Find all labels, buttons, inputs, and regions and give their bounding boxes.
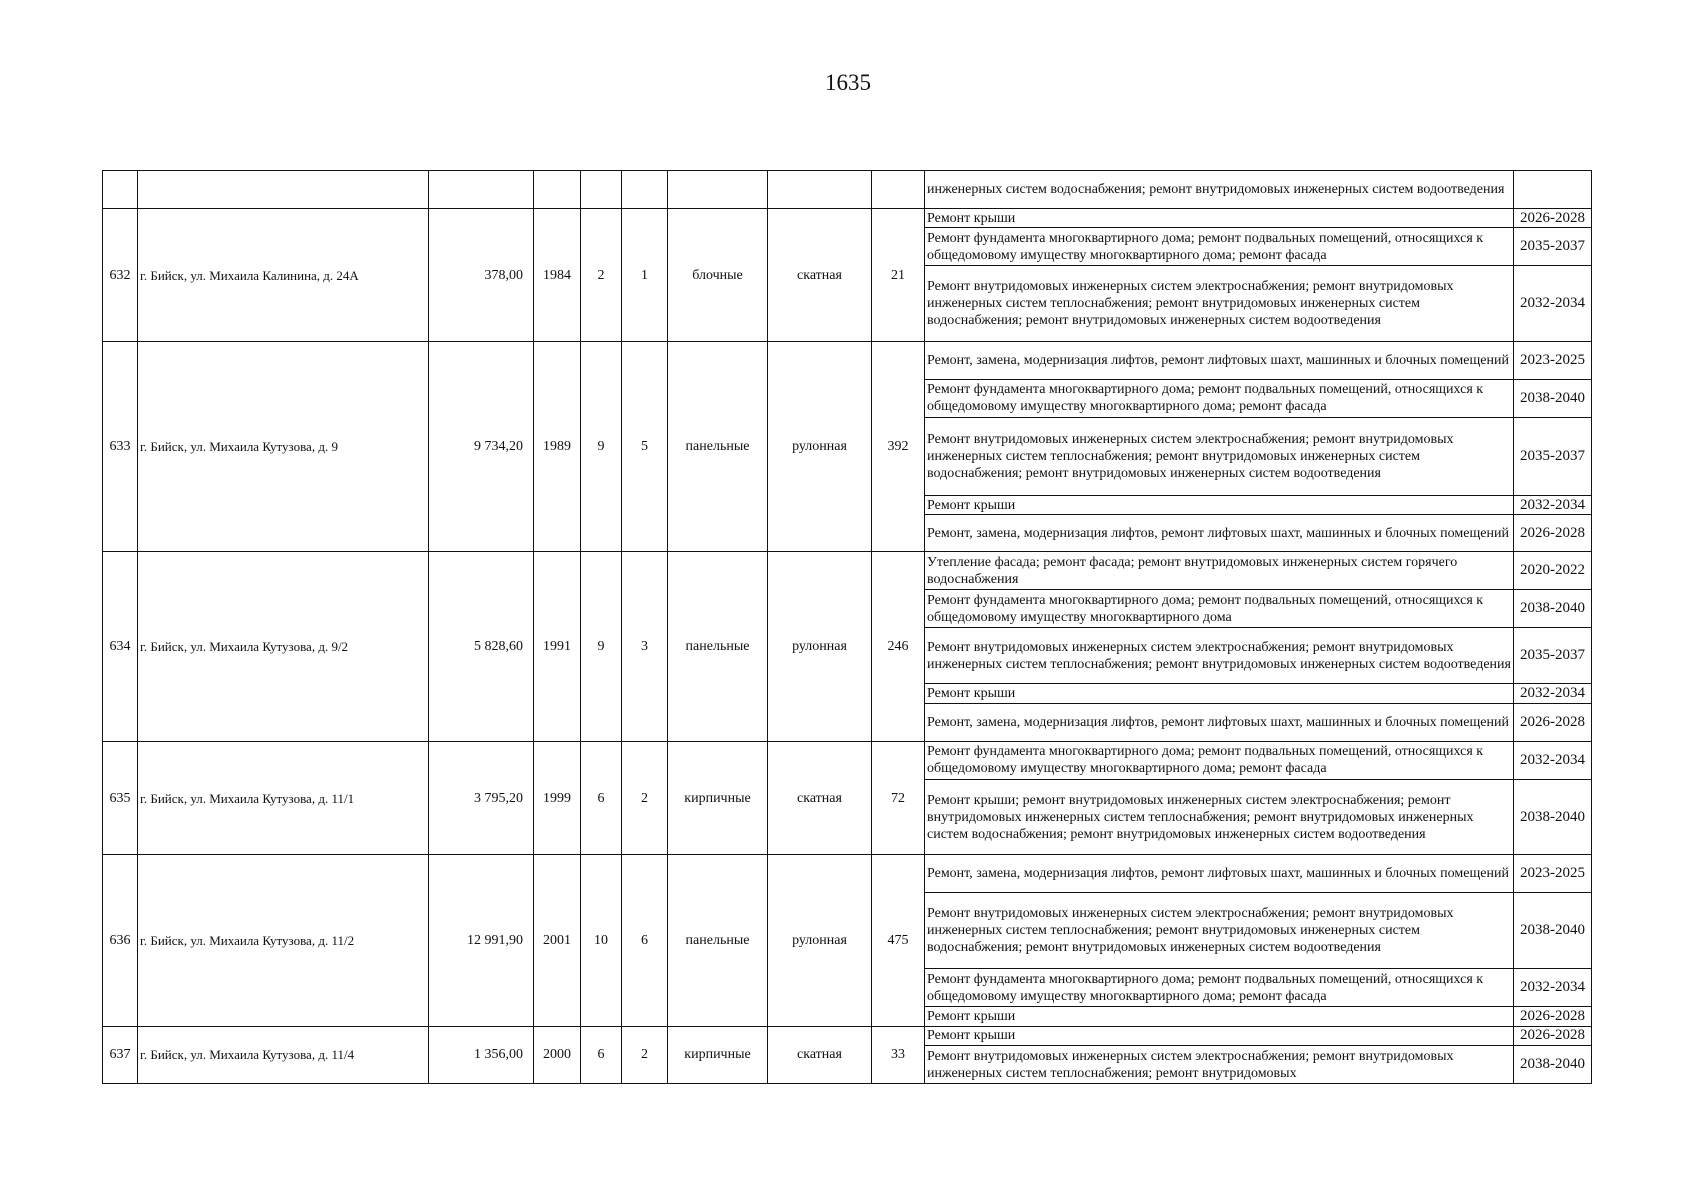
table-row — [103, 741, 1592, 779]
work-period: 2032-2034 — [1514, 266, 1592, 342]
building-address: г. Бийск, ул. Михаила Кутузова, д. 11/1 — [138, 741, 429, 855]
register-body — [103, 171, 1592, 1084]
building-address: г. Бийск, ул. Михаила Кутузова, д. 11/4 — [138, 1026, 429, 1083]
building-entrances: 2 — [622, 741, 668, 855]
work-description: Ремонт внутридомовых инженерных систем электроснабжения; ремонт внутридомовых инженерных систем теплоснабжения; ремонт внутридомовых инженерных систем водоснабжения; ремонт внутридомовых инженерных систем водоотведения — [925, 417, 1514, 495]
work-period: 2032-2034 — [1514, 741, 1592, 779]
work-description: Ремонт крыши — [925, 1007, 1514, 1026]
work-description: Ремонт крыши; ремонт внутридомовых инженерных систем электроснабжения; ремонт внутридомовых инженерных систем теплоснабжения; ремонт внутридомовых инженерных систем водоснабжения; ремонт внутридомовых инженерных систем водоотведения — [925, 779, 1514, 855]
building-address: г. Бийск, ул. Михаила Калинина, д. 24А — [138, 208, 429, 341]
work-period: 2038-2040 — [1514, 590, 1592, 628]
building-floors: 6 — [581, 1026, 622, 1083]
wall-material: кирпичные — [668, 741, 768, 855]
building-number: 632 — [103, 208, 138, 341]
building-year: 1984 — [534, 208, 581, 341]
work-description: Ремонт внутридомовых инженерных систем электроснабжения; ремонт внутридомовых инженерных систем теплоснабжения; ремонт внутридомовых инженерных систем водоснабжения; ремонт внутридомовых инженерных систем водоотведения — [925, 266, 1514, 342]
roof-type: рулонная — [768, 855, 872, 1026]
work-description: Ремонт крыши — [925, 684, 1514, 703]
table-row — [103, 171, 1592, 209]
building-entrances: 3 — [622, 552, 668, 742]
building-year: 1991 — [534, 552, 581, 742]
work-period: 2026-2028 — [1514, 515, 1592, 552]
building-number: 633 — [103, 342, 138, 552]
building-area — [429, 171, 534, 209]
work-period: 2038-2040 — [1514, 779, 1592, 855]
work-period: 2038-2040 — [1514, 380, 1592, 418]
work-description: Ремонт фундамента многоквартирного дома; ремонт подвальных помещений, относящихся к общедомовому имуществу многоквартирного дома — [925, 590, 1514, 628]
building-address — [138, 171, 429, 209]
roof-type: рулонная — [768, 552, 872, 742]
building-entrances — [622, 171, 668, 209]
work-period — [1514, 171, 1592, 209]
building-year — [534, 171, 581, 209]
building-address: г. Бийск, ул. Михаила Кутузова, д. 9 — [138, 342, 429, 552]
table-row — [103, 342, 1592, 380]
work-description: Ремонт, замена, модернизация лифтов, ремонт лифтовых шахт, машинных и блочных помещений — [925, 515, 1514, 552]
building-entrances: 1 — [622, 208, 668, 341]
wall-material: блочные — [668, 208, 768, 341]
work-period: 2023-2025 — [1514, 855, 1592, 893]
work-period: 2026-2028 — [1514, 703, 1592, 741]
roof-type: рулонная — [768, 342, 872, 552]
wall-material — [668, 171, 768, 209]
building-floors — [581, 171, 622, 209]
building-floors: 10 — [581, 855, 622, 1026]
building-entrances: 5 — [622, 342, 668, 552]
work-period: 2026-2028 — [1514, 1026, 1592, 1045]
work-description: Ремонт, замена, модернизация лифтов, ремонт лифтовых шахт, машинных и блочных помещений — [925, 703, 1514, 741]
work-description: Ремонт, замена, модернизация лифтов, ремонт лифтовых шахт, машинных и блочных помещений — [925, 855, 1514, 893]
work-description: Ремонт фундамента многоквартирного дома; ремонт подвальных помещений, относящихся к общедомовому имуществу многоквартирного дома; ремонт фасада — [925, 380, 1514, 418]
work-period: 2038-2040 — [1514, 1046, 1592, 1084]
residents-count — [872, 171, 925, 209]
work-period: 2026-2028 — [1514, 1007, 1592, 1026]
work-description: Ремонт крыши — [925, 1026, 1514, 1045]
table-row — [103, 855, 1592, 893]
roof-type — [768, 171, 872, 209]
building-area: 5 828,60 — [429, 552, 534, 742]
wall-material: панельные — [668, 855, 768, 1026]
building-area: 1 356,00 — [429, 1026, 534, 1083]
roof-type: скатная — [768, 1026, 872, 1083]
building-year: 1989 — [534, 342, 581, 552]
work-period: 2035-2037 — [1514, 417, 1592, 495]
work-description: Ремонт крыши — [925, 208, 1514, 227]
work-description: инженерных систем водоснабжения; ремонт внутридомовых инженерных систем водоотведения — [925, 171, 1514, 209]
building-area: 12 991,90 — [429, 855, 534, 1026]
building-number: 636 — [103, 855, 138, 1026]
building-number: 634 — [103, 552, 138, 742]
roof-type: скатная — [768, 741, 872, 855]
work-description: Ремонт фундамента многоквартирного дома; ремонт подвальных помещений, относящихся к общедомовому имуществу многоквартирного дома; ремонт фасада — [925, 228, 1514, 266]
residents-count: 72 — [872, 741, 925, 855]
work-period: 2038-2040 — [1514, 893, 1592, 969]
building-floors: 9 — [581, 342, 622, 552]
work-period: 2035-2037 — [1514, 228, 1592, 266]
building-area: 9 734,20 — [429, 342, 534, 552]
page-number: 1635 — [825, 70, 871, 95]
residents-count: 33 — [872, 1026, 925, 1083]
building-year: 1999 — [534, 741, 581, 855]
building-entrances: 6 — [622, 855, 668, 1026]
work-period: 2032-2034 — [1514, 969, 1592, 1007]
work-description: Ремонт, замена, модернизация лифтов, ремонт лифтовых шахт, машинных и блочных помещений — [925, 342, 1514, 380]
work-description: Ремонт внутридомовых инженерных систем электроснабжения; ремонт внутридомовых инженерных систем теплоснабжения; ремонт внутридомовых инженерных систем водоотведения — [925, 628, 1514, 684]
work-period: 2032-2034 — [1514, 684, 1592, 703]
building-number — [103, 171, 138, 209]
work-period: 2026-2028 — [1514, 208, 1592, 227]
capital-repair-register-table — [102, 170, 1592, 1084]
work-description: Ремонт внутридомовых инженерных систем электроснабжения; ремонт внутридомовых инженерных систем теплоснабжения; ремонт внутридомовых инженерных систем водоснабжения; ремонт внутридомовых инженерных систем водоотведения — [925, 893, 1514, 969]
building-year: 2001 — [534, 855, 581, 1026]
work-description: Ремонт фундамента многоквартирного дома; ремонт подвальных помещений, относящихся к общедомовому имуществу многоквартирного дома; ремонт фасада — [925, 741, 1514, 779]
building-address: г. Бийск, ул. Михаила Кутузова, д. 9/2 — [138, 552, 429, 742]
wall-material: панельные — [668, 342, 768, 552]
roof-type: скатная — [768, 208, 872, 341]
work-period: 2020-2022 — [1514, 552, 1592, 590]
work-description: Ремонт фундамента многоквартирного дома; ремонт подвальных помещений, относящихся к общедомовому имуществу многоквартирного дома; ремонт фасада — [925, 969, 1514, 1007]
residents-count: 21 — [872, 208, 925, 341]
building-floors: 6 — [581, 741, 622, 855]
table-row — [103, 208, 1592, 227]
wall-material: панельные — [668, 552, 768, 742]
building-number: 637 — [103, 1026, 138, 1083]
residents-count: 392 — [872, 342, 925, 552]
building-floors: 9 — [581, 552, 622, 742]
building-entrances: 2 — [622, 1026, 668, 1083]
building-address: г. Бийск, ул. Михаила Кутузова, д. 11/2 — [138, 855, 429, 1026]
work-description: Утепление фасада; ремонт фасада; ремонт внутридомовых инженерных систем горячего водоснабжения — [925, 552, 1514, 590]
building-floors: 2 — [581, 208, 622, 341]
work-description: Ремонт внутридомовых инженерных систем электроснабжения; ремонт внутридомовых инженерных систем теплоснабжения; ремонт внутридомовых — [925, 1046, 1514, 1084]
wall-material: кирпичные — [668, 1026, 768, 1083]
table-row — [103, 552, 1592, 590]
building-area: 378,00 — [429, 208, 534, 341]
table-row — [103, 1026, 1592, 1045]
work-period: 2023-2025 — [1514, 342, 1592, 380]
work-period: 2032-2034 — [1514, 495, 1592, 514]
work-description: Ремонт крыши — [925, 495, 1514, 514]
building-year: 2000 — [534, 1026, 581, 1083]
building-number: 635 — [103, 741, 138, 855]
building-area: 3 795,20 — [429, 741, 534, 855]
residents-count: 246 — [872, 552, 925, 742]
work-period: 2035-2037 — [1514, 628, 1592, 684]
residents-count: 475 — [872, 855, 925, 1026]
